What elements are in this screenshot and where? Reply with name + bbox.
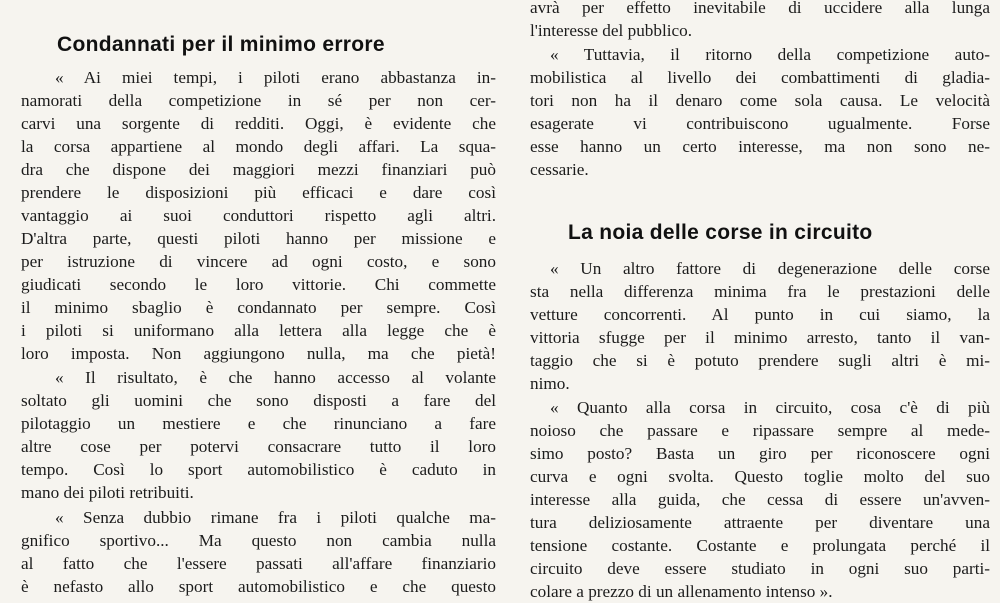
text-line: taggio che si è potuto prendere sugli altri è mi- bbox=[530, 351, 990, 370]
text-line: tempo. Così lo sport automobilistico è caduto in bbox=[21, 460, 496, 479]
text-line: « Il risultato, è che hanno accesso al volante bbox=[55, 368, 496, 387]
text-line: mano dei piloti retribuiti. bbox=[21, 483, 194, 502]
text-line: soltato gli uomini che sono disposti a fare del bbox=[21, 391, 496, 410]
text-line: namorati della competizione in sé per non cer- bbox=[21, 91, 496, 110]
text-line: altre cose per potervi consacrare tutto il loro bbox=[21, 437, 496, 456]
text-line: vittoria sfugge per il minimo arresto, tanto il van- bbox=[530, 328, 990, 347]
text-line: i piloti si uniformano alla lettera alla legge che è bbox=[21, 321, 496, 340]
text-line: la corsa appartiene al mondo degli affari. La squa- bbox=[21, 137, 496, 156]
text-line: vantaggio ai suoi conduttori rispetto agli altri. bbox=[21, 206, 496, 225]
text-line: colare a prezzo di un allenamento intenso ». bbox=[530, 582, 833, 601]
text-line: per istruzione di vincere ad ogni costo, e sono bbox=[21, 252, 496, 271]
text-line: giudicati secondo le loro vittorie. Chi commette bbox=[21, 275, 496, 294]
text-line: il minimo sbaglio è condannato per sempre. Così bbox=[21, 298, 496, 317]
text-line: sta nella differenza minima fra le prestazioni delle bbox=[530, 282, 990, 301]
text-line: carvi una sorgente di redditi. Oggi, è evidente che bbox=[21, 114, 496, 133]
text-line: « Quanto alla corsa in circuito, cosa c'è di più bbox=[550, 398, 990, 417]
text-line: tori non ha il denaro come sola causa. Le velocità bbox=[530, 91, 990, 110]
text-line: « Un altro fattore di degenerazione delle corse bbox=[550, 259, 990, 278]
text-line: pilotaggio un mestiere e che rinunciano a fare bbox=[21, 414, 496, 433]
text-line: esse hanno un certo interesse, ma non sono ne- bbox=[530, 137, 990, 156]
text-line: tura deliziosamente attraente per diventare una bbox=[530, 513, 990, 532]
text-line: « Senza dubbio rimane fra i piloti qualche ma- bbox=[55, 508, 496, 527]
text-line: al fatto che l'essere passati all'affare finanziario bbox=[21, 554, 496, 573]
text-line: circuito deve essere studiato in ogni suo parti- bbox=[530, 559, 990, 578]
section-heading-condannati: Condannati per il minimo errore bbox=[57, 33, 385, 56]
text-line: tensione costante. Costante e prolungata perché il bbox=[530, 536, 990, 555]
text-line: noioso che passare e ripassare sempre al mede- bbox=[530, 421, 990, 440]
text-line: D'altra parte, questi piloti hanno per missione e bbox=[21, 229, 496, 248]
text-line: l'interesse del pubblico. bbox=[530, 21, 693, 40]
section-heading-la-noia: La noia delle corse in circuito bbox=[568, 221, 873, 244]
text-line: interesse alla guida, che cessa di essere un'avven- bbox=[530, 490, 990, 509]
text-line: dra che dispone dei maggiori mezzi finanziari può bbox=[21, 160, 496, 179]
text-line: mobilistica al livello dei combattimenti di gladia- bbox=[530, 68, 990, 87]
text-line: cessarie. bbox=[530, 160, 589, 179]
text-line: curva e ogni svolta. Questo toglie molto del suo bbox=[530, 467, 990, 486]
text-line: nimo. bbox=[530, 374, 570, 393]
text-line: loro imposta. Non aggiungono nulla, ma che pietà! bbox=[21, 344, 496, 363]
text-line: « Ai miei tempi, i piloti erano abbastanza in- bbox=[55, 68, 496, 87]
text-line: gnifico sportivo... Ma questo non cambia nulla bbox=[21, 531, 496, 550]
text-line: avrà per effetto inevitabile di uccidere alla lunga bbox=[530, 0, 990, 17]
text-line: vetture concorrenti. Al punto in cui siamo, la bbox=[530, 305, 990, 324]
text-line: è nefasto allo sport automobilistico e che questo bbox=[21, 577, 496, 596]
text-line: prendere le disposizioni più efficaci e dare così bbox=[21, 183, 496, 202]
text-line: simo posto? Basta un giro per riconoscere ogni bbox=[530, 444, 990, 463]
text-line: esagerate vi contribuiscono ugualmente. Forse bbox=[530, 114, 990, 133]
text-line: « Tuttavia, il ritorno della competizione auto- bbox=[550, 45, 990, 64]
